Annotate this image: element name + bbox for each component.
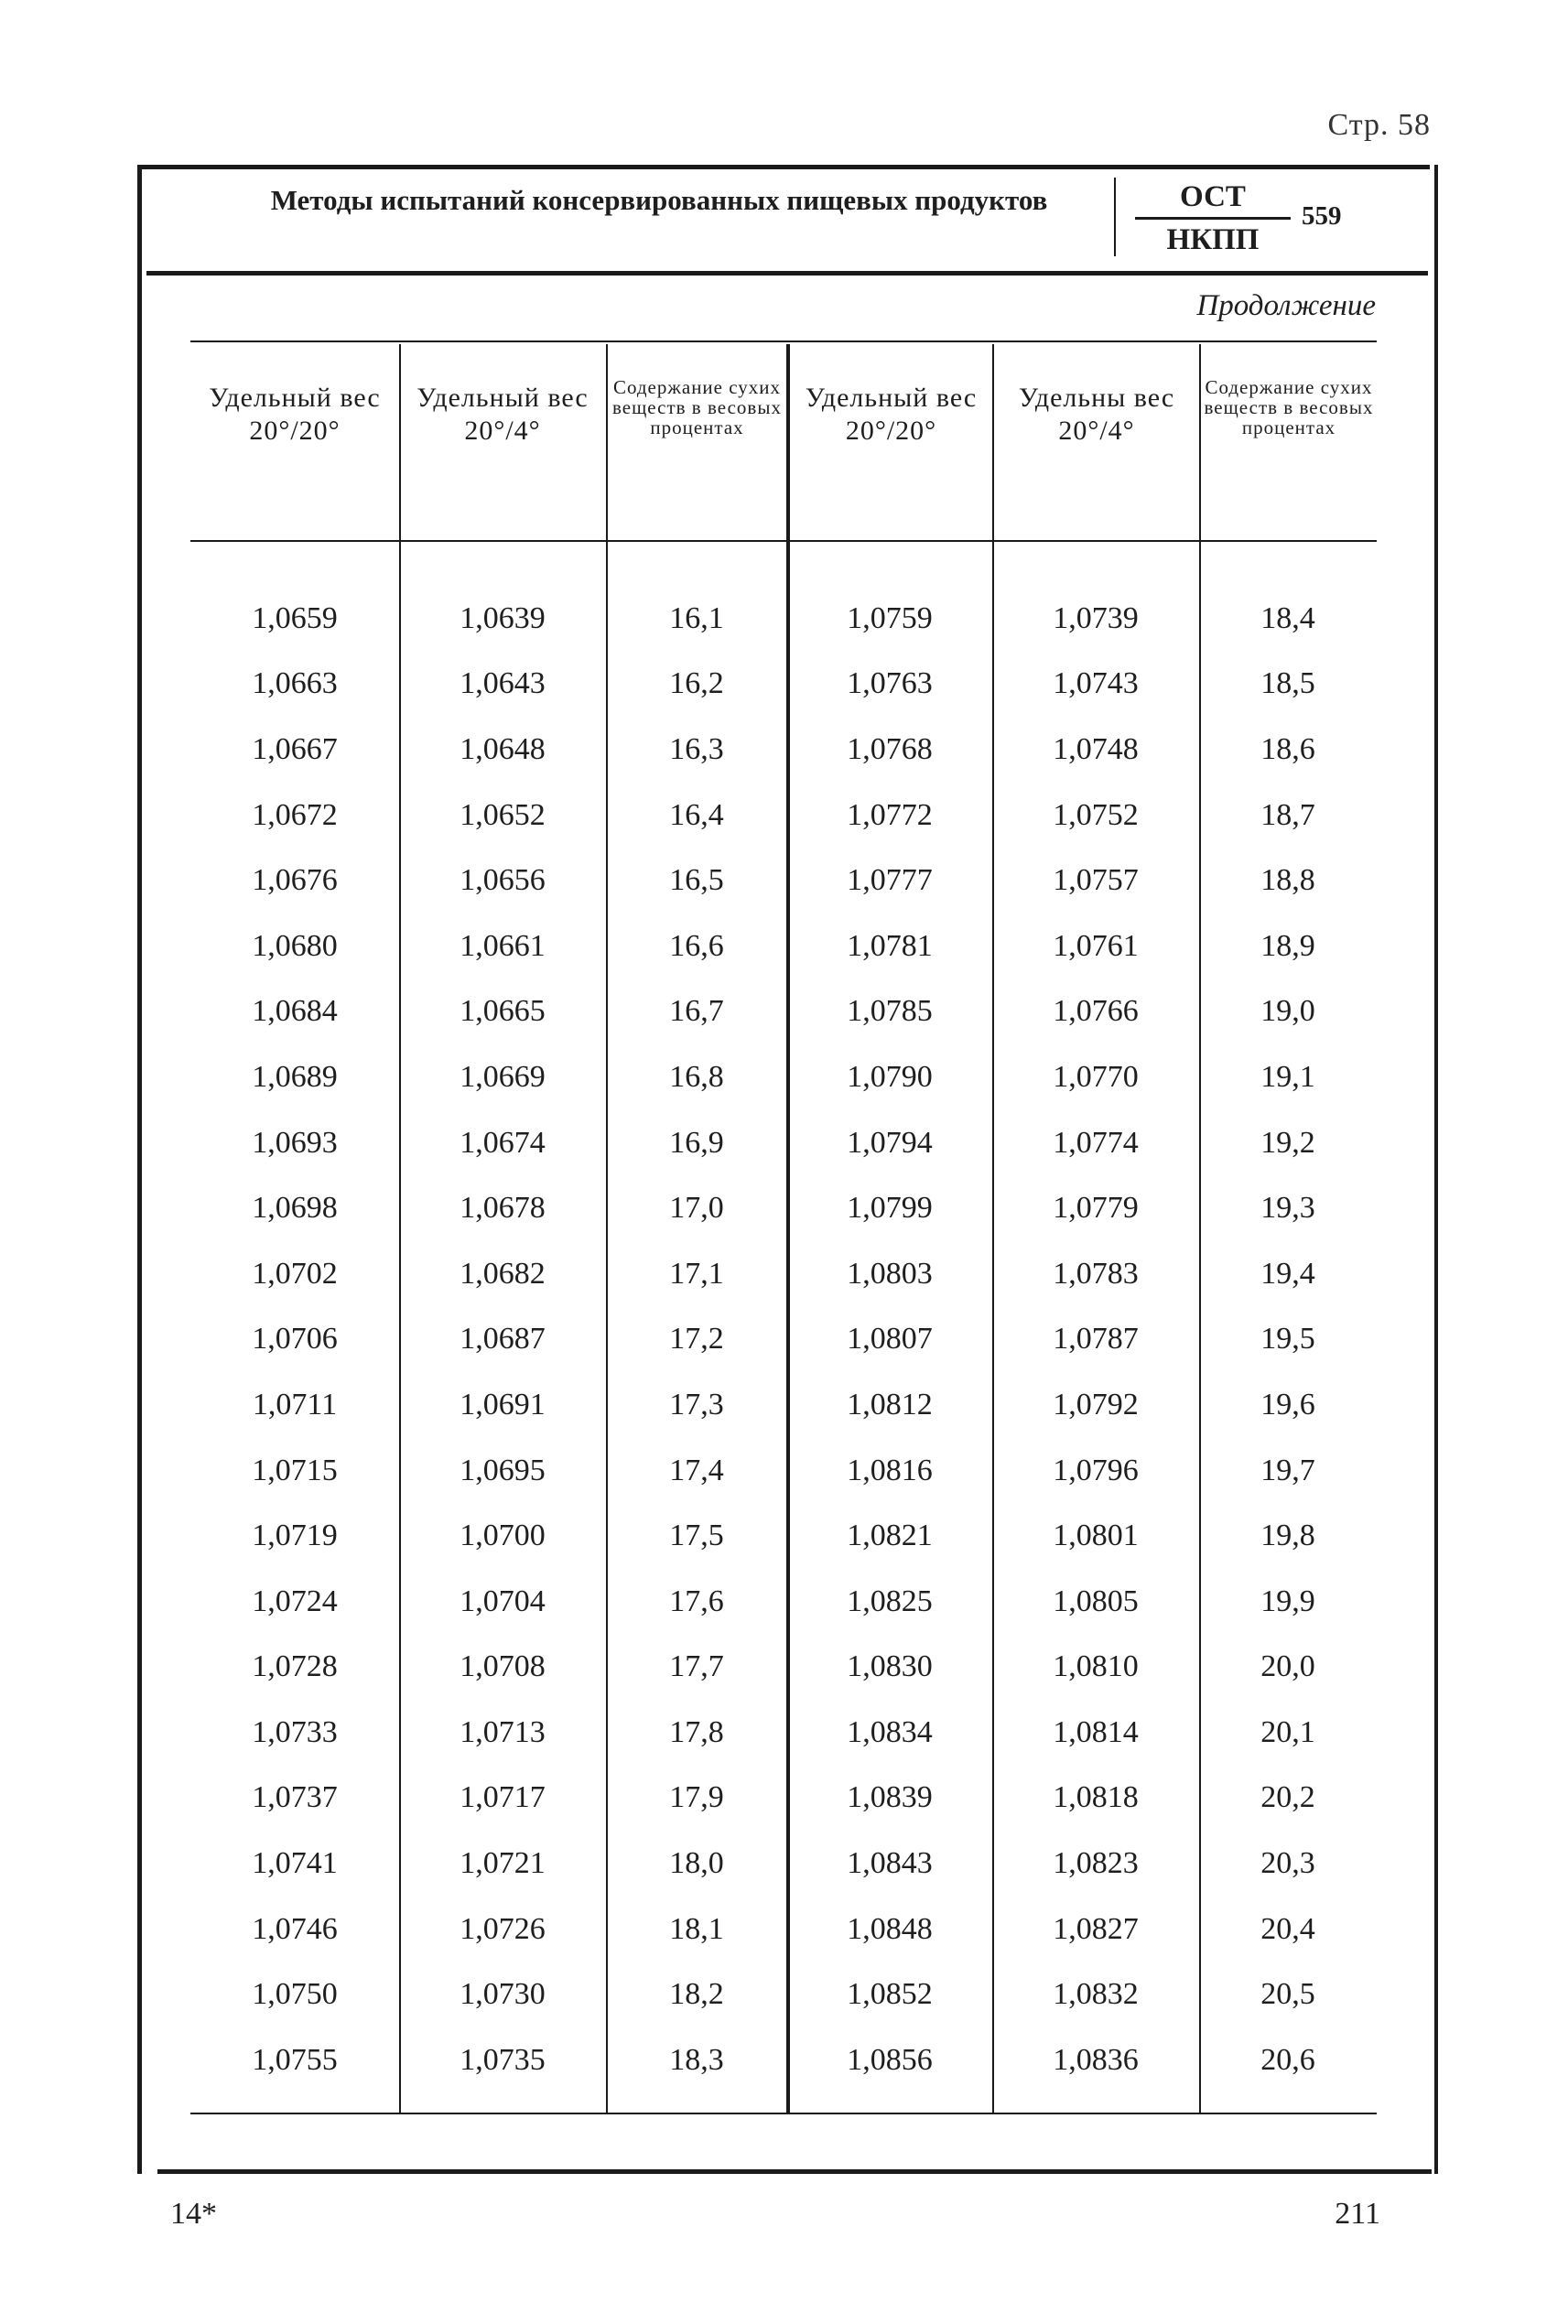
table-cell: 1,0779 (1053, 1191, 1139, 1226)
header-main: Удельный вес (209, 383, 381, 413)
table-cell: 1,0700 (460, 1519, 546, 1553)
title-divider (1114, 178, 1116, 256)
table-cell: 1,0674 (460, 1125, 546, 1160)
table-row (190, 1503, 1377, 1569)
table-cell: 17,0 (669, 1191, 724, 1226)
table-cell: 19,3 (1260, 1191, 1315, 1226)
table-row (190, 586, 1377, 652)
table-cell: 17,8 (669, 1714, 724, 1749)
table-cell: 1,0825 (847, 1584, 933, 1618)
table-cell: 1,0843 (847, 1846, 933, 1881)
table-row (190, 1831, 1377, 1897)
table-cell: 1,0713 (460, 1714, 546, 1749)
table-cell: 18,4 (1260, 600, 1315, 635)
header-main: Удельный вес (416, 383, 589, 413)
table-cell: 1,0821 (847, 1519, 933, 1553)
table-cell: 1,0704 (460, 1584, 546, 1618)
table-row (190, 1044, 1377, 1110)
table-cell: 1,0656 (460, 863, 546, 898)
standard-bottom: НКПП (1166, 223, 1260, 256)
table-cell: 1,0741 (252, 1846, 338, 1881)
table-cell: 1,0763 (847, 666, 933, 701)
table-cell: 1,0672 (252, 797, 338, 832)
header-dry-matter-right (1201, 377, 1377, 438)
table-row (190, 1569, 1377, 1635)
table-cell: 19,1 (1260, 1059, 1315, 1094)
table-row (190, 1110, 1377, 1176)
table-cell: 1,0735 (460, 2042, 546, 2077)
table-cell: 1,0796 (1053, 1453, 1139, 1487)
table-row (190, 848, 1377, 913)
table-row (190, 979, 1377, 1045)
table-cell: 20,1 (1260, 1714, 1315, 1749)
table-row (190, 1438, 1377, 1504)
table-cell: 1,0663 (252, 666, 338, 701)
table-cell: 1,0684 (252, 994, 338, 1029)
table-cell: 1,0812 (847, 1387, 933, 1421)
table-cell: 1,0730 (460, 1977, 546, 2012)
table-cell: 18,1 (669, 1911, 724, 1946)
table-row (190, 1766, 1377, 1832)
table-cell: 1,0757 (1053, 863, 1139, 898)
table-cell: 1,0708 (460, 1649, 546, 1684)
table-cell: 18,3 (669, 2042, 724, 2077)
table-cell: 1,0827 (1053, 1911, 1139, 1946)
table-cell: 1,0715 (252, 1453, 338, 1487)
table-cell: 20,5 (1260, 1977, 1315, 2012)
table-cell: 1,0702 (252, 1256, 338, 1291)
standard-fraction-line (1135, 217, 1291, 220)
table-cell: 19,9 (1260, 1584, 1315, 1618)
table-row (190, 1962, 1377, 2027)
page-label: Стр. 58 (1327, 108, 1431, 142)
table-cell: 17,1 (669, 1256, 724, 1291)
table-cell: 18,6 (1260, 731, 1315, 766)
table-cell: 1,0648 (460, 731, 546, 766)
bottom-rule (157, 2169, 1432, 2174)
table-cell: 1,0748 (1053, 731, 1139, 766)
table-cell: 19,6 (1260, 1387, 1315, 1421)
table-cell: 1,0643 (460, 666, 546, 701)
table-cell: 1,0733 (252, 1714, 338, 1749)
page-number: 211 (1335, 2197, 1380, 2231)
table-cell: 18,8 (1260, 863, 1315, 898)
table-cell: 19,2 (1260, 1125, 1315, 1160)
table-cell: 19,4 (1260, 1256, 1315, 1291)
table-cell: 1,0816 (847, 1453, 933, 1487)
table-cell: 18,2 (669, 1977, 724, 2012)
standard-number: 559 (1302, 201, 1342, 231)
table-row (190, 1372, 1377, 1438)
header-rule (146, 271, 1428, 276)
header-sub: 20°/4° (1058, 416, 1135, 446)
table-cell: 18,7 (1260, 797, 1315, 832)
table-cell: 16,1 (669, 600, 724, 635)
table-row (190, 1241, 1377, 1307)
table-cell: 1,0814 (1053, 1714, 1139, 1749)
table-cell: 1,0810 (1053, 1649, 1139, 1684)
table-cell: 1,0832 (1053, 1977, 1139, 2012)
table-cell: 1,0777 (847, 863, 933, 898)
table-cell: 1,0759 (847, 600, 933, 635)
header-sub: 20°/20° (249, 416, 341, 446)
table-cell: 17,2 (669, 1322, 724, 1357)
header-specific-gravity-20-4 (399, 382, 606, 448)
document-title: Методы испытаний консервированных пищевых продуктов (270, 184, 1048, 216)
table-cell: 1,0803 (847, 1256, 933, 1291)
table-row (190, 1897, 1377, 1962)
header-main: Удельны вес (1018, 383, 1175, 413)
table-cell: 1,0669 (460, 1059, 546, 1094)
table-cell: 17,4 (669, 1453, 724, 1487)
table-cell: 1,0743 (1053, 666, 1139, 701)
table-cell: 20,6 (1260, 2042, 1315, 2077)
table-cell: 16,8 (669, 1059, 724, 1094)
table-cell: 20,3 (1260, 1846, 1315, 1881)
table-cell: 16,2 (669, 666, 724, 701)
table-row (190, 1700, 1377, 1766)
table-cell: 1,0667 (252, 731, 338, 766)
header-sub: 20°/20° (845, 416, 937, 446)
table-cell: 17,3 (669, 1387, 724, 1421)
table-cell: 18,0 (669, 1846, 724, 1881)
table-cell: 1,0823 (1053, 1846, 1139, 1881)
table-cell: 1,0687 (460, 1322, 546, 1357)
table-bottom-rule (190, 2113, 1377, 2114)
standard-designation (1135, 178, 1291, 258)
table-row (190, 652, 1377, 718)
table-cell: 1,0774 (1053, 1125, 1139, 1160)
table-cell: 1,0852 (847, 1977, 933, 2012)
table-cell: 1,0661 (460, 928, 546, 963)
table-cell: 1,0706 (252, 1322, 338, 1357)
table-cell: 1,0717 (460, 1780, 546, 1815)
table-cell: 16,6 (669, 928, 724, 963)
table-row (190, 1175, 1377, 1241)
table-cell: 20,4 (1260, 1911, 1315, 1946)
table-cell: 1,0678 (460, 1191, 546, 1226)
header-main: Удельный вес (805, 383, 978, 413)
table-cell: 1,0682 (460, 1256, 546, 1291)
table-cell: 1,0805 (1053, 1584, 1139, 1618)
table-cell: 1,0792 (1053, 1387, 1139, 1421)
table-cell: 1,0830 (847, 1649, 933, 1684)
header-specific-gravity-20-20-right (790, 382, 992, 448)
table-cell: 1,0680 (252, 928, 338, 963)
table-cell: 1,0834 (847, 1714, 933, 1749)
table-cell: 19,5 (1260, 1322, 1315, 1357)
table-cell: 1,0790 (847, 1059, 933, 1094)
header-main: Содержание сухих веществ в весовых процентах (612, 376, 782, 438)
table-row (190, 1635, 1377, 1701)
table-row (190, 2027, 1377, 2093)
table-cell: 1,0783 (1053, 1256, 1139, 1291)
table-cell: 1,0726 (460, 1911, 546, 1946)
table-cell: 1,0728 (252, 1649, 338, 1684)
table-cell: 1,0691 (460, 1387, 546, 1421)
table-cell: 16,9 (669, 1125, 724, 1160)
table-cell: 18,9 (1260, 928, 1315, 963)
table-cell: 1,0693 (252, 1125, 338, 1160)
table-cell: 1,0737 (252, 1780, 338, 1815)
table-cell: 19,0 (1260, 994, 1315, 1029)
table-cell: 17,7 (669, 1649, 724, 1684)
table-cell: 18,5 (1260, 666, 1315, 701)
table-row (190, 913, 1377, 979)
table-cell: 1,0721 (460, 1846, 546, 1881)
table-cell: 1,0719 (252, 1519, 338, 1553)
table-cell: 1,0698 (252, 1191, 338, 1226)
table-cell: 1,0665 (460, 994, 546, 1029)
table-row (190, 783, 1377, 849)
table-cell: 1,0768 (847, 731, 933, 766)
table-cell: 1,0839 (847, 1780, 933, 1815)
table-cell: 1,0781 (847, 928, 933, 963)
table-cell: 1,0676 (252, 863, 338, 898)
table-cell: 1,0659 (252, 600, 338, 635)
table-cell: 1,0724 (252, 1584, 338, 1618)
table-row (190, 717, 1377, 783)
table-cell: 19,8 (1260, 1519, 1315, 1553)
table-cell: 16,7 (669, 994, 724, 1029)
header-specific-gravity-20-20 (190, 382, 399, 448)
header-sub: 20°/4° (464, 416, 541, 446)
header-dry-matter (608, 377, 786, 438)
table-cell: 1,0750 (252, 1977, 338, 2012)
table-cell: 1,0799 (847, 1191, 933, 1226)
continued-label: Продолжение (1196, 289, 1376, 322)
table-cell: 1,0836 (1053, 2042, 1139, 2077)
table-cell: 17,9 (669, 1780, 724, 1815)
table-cell: 19,7 (1260, 1453, 1315, 1487)
table-cell: 16,5 (669, 863, 724, 898)
table-body (190, 586, 1377, 2093)
table-cell: 20,2 (1260, 1780, 1315, 1815)
standard-top: ОСТ (1180, 180, 1246, 213)
header-specific-gravity-20-4-right (994, 382, 1199, 448)
table-top-rule (190, 340, 1377, 342)
table-cell: 1,0772 (847, 797, 933, 832)
top-rule (137, 165, 1430, 169)
table-cell: 1,0739 (1053, 600, 1139, 635)
footer-signature: 14* (170, 2197, 217, 2231)
table-cell: 1,0746 (252, 1911, 338, 1946)
table-cell: 1,0766 (1053, 994, 1139, 1029)
table-cell: 1,0639 (460, 600, 546, 635)
table-cell: 1,0770 (1053, 1059, 1139, 1094)
table-cell: 17,6 (669, 1584, 724, 1618)
table-cell: 1,0787 (1053, 1322, 1139, 1357)
table-cell: 1,0711 (252, 1387, 338, 1421)
table-cell: 1,0856 (847, 2042, 933, 2077)
table-cell: 1,0755 (252, 2042, 338, 2077)
header-main: Содержание сухих веществ в весовых процентах (1204, 376, 1374, 438)
table-cell: 1,0801 (1053, 1519, 1139, 1553)
table-cell: 16,4 (669, 797, 724, 832)
table-cell: 1,0695 (460, 1453, 546, 1487)
table-cell: 1,0794 (847, 1125, 933, 1160)
table-cell: 1,0848 (847, 1911, 933, 1946)
table-row (190, 1307, 1377, 1373)
table-cell: 1,0807 (847, 1322, 933, 1357)
table-cell: 17,5 (669, 1519, 724, 1553)
table-cell: 1,0761 (1053, 928, 1139, 963)
table-cell: 1,0785 (847, 994, 933, 1029)
data-table (190, 340, 1377, 2114)
table-cell: 1,0752 (1053, 797, 1139, 832)
table-cell: 1,0652 (460, 797, 546, 832)
table-cell: 16,3 (669, 731, 724, 766)
table-cell: 1,0689 (252, 1059, 338, 1094)
table-cell: 1,0818 (1053, 1780, 1139, 1815)
table-cell: 20,0 (1260, 1649, 1315, 1684)
